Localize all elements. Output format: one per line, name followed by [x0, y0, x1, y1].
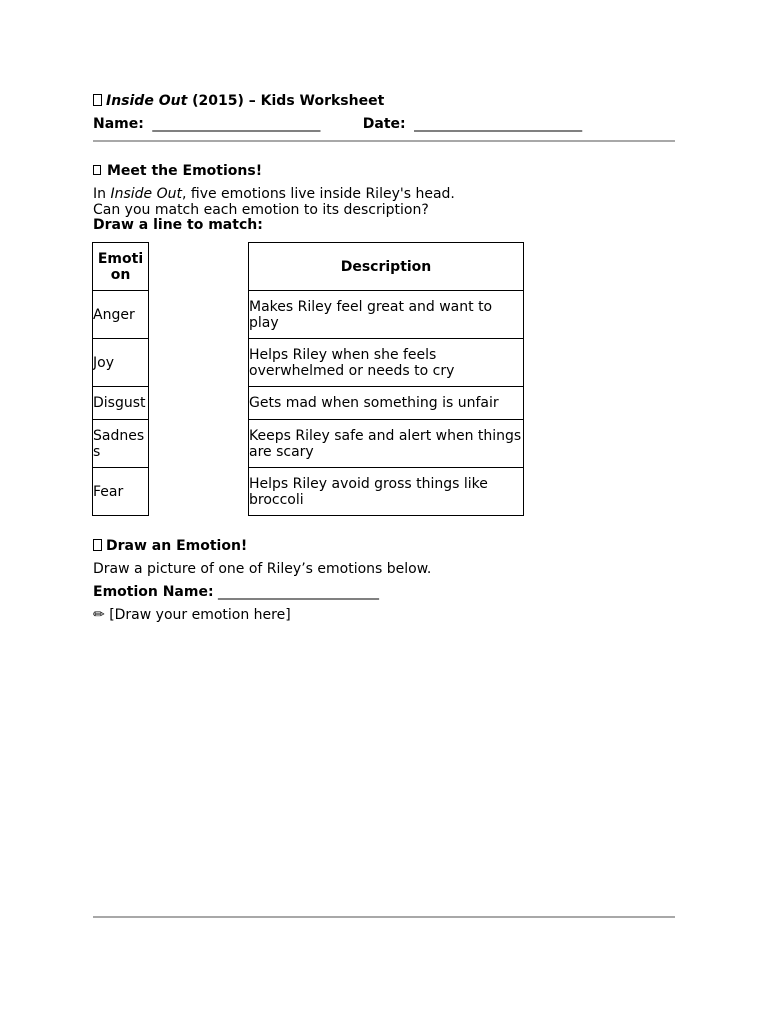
emotion-name-label: Emotion Name: [93, 584, 214, 600]
palette-icon [93, 539, 102, 551]
section-draw-title: Draw an Emotion! [106, 538, 248, 554]
pencil-icon: ✏ [93, 607, 105, 623]
movie-title: Inside Out [106, 93, 188, 109]
worksheet-title [93, 93, 384, 109]
emotion-name-line [93, 584, 379, 600]
match-instruction: Draw a line to match: [93, 217, 263, 233]
description-table [248, 242, 524, 516]
date-label: Date: [362, 116, 406, 132]
name-date-line [93, 116, 582, 132]
top-divider [93, 140, 675, 142]
emotion-cell: Fear [93, 468, 149, 516]
draw-placeholder: [Draw your emotion here] [109, 607, 291, 623]
intro-line-1 [93, 186, 455, 202]
emotion-cell: Anger [93, 291, 149, 339]
emotion-cell: Disgust [93, 387, 149, 420]
emotions-icon [93, 165, 101, 175]
emotion-name-blank[interactable]: _______________________ [218, 584, 380, 600]
intro-line-2: Can you match each emotion to its description? [93, 202, 429, 218]
bottom-divider [93, 916, 675, 918]
intro-post: , five emotions live inside Riley's head. [181, 186, 455, 202]
draw-placeholder-line [93, 607, 291, 623]
description-cell: Keeps Riley safe and alert when things are scary [249, 420, 524, 468]
emotion-cell: Sadness [93, 420, 149, 468]
name-blank[interactable]: ________________________ [152, 116, 321, 132]
emotion-table [92, 242, 149, 516]
emotion-cell: Joy [93, 339, 149, 387]
section-draw-heading [93, 538, 247, 554]
description-header: Description [249, 243, 524, 291]
film-icon [93, 94, 102, 106]
description-cell: Makes Riley feel great and want to play [249, 291, 524, 339]
intro-pre: In [93, 186, 111, 202]
intro-movie: Inside Out [110, 186, 182, 202]
title-suffix: (2015) – Kids Worksheet [187, 93, 385, 109]
section-meet-heading [93, 163, 262, 179]
name-label: Name: [93, 116, 144, 132]
description-cell: Helps Riley avoid gross things like broccoli [249, 468, 524, 516]
date-blank[interactable]: ________________________ [414, 116, 583, 132]
drawing-area[interactable] [93, 630, 675, 910]
draw-instruction: Draw a picture of one of Riley’s emotions below. [93, 561, 432, 577]
emotion-header: Emotion [93, 243, 149, 291]
section-meet-title: Meet the Emotions! [107, 163, 263, 179]
description-cell: Gets mad when something is unfair [249, 387, 524, 420]
description-cell: Helps Riley when she feels overwhelmed or needs to cry [249, 339, 524, 387]
